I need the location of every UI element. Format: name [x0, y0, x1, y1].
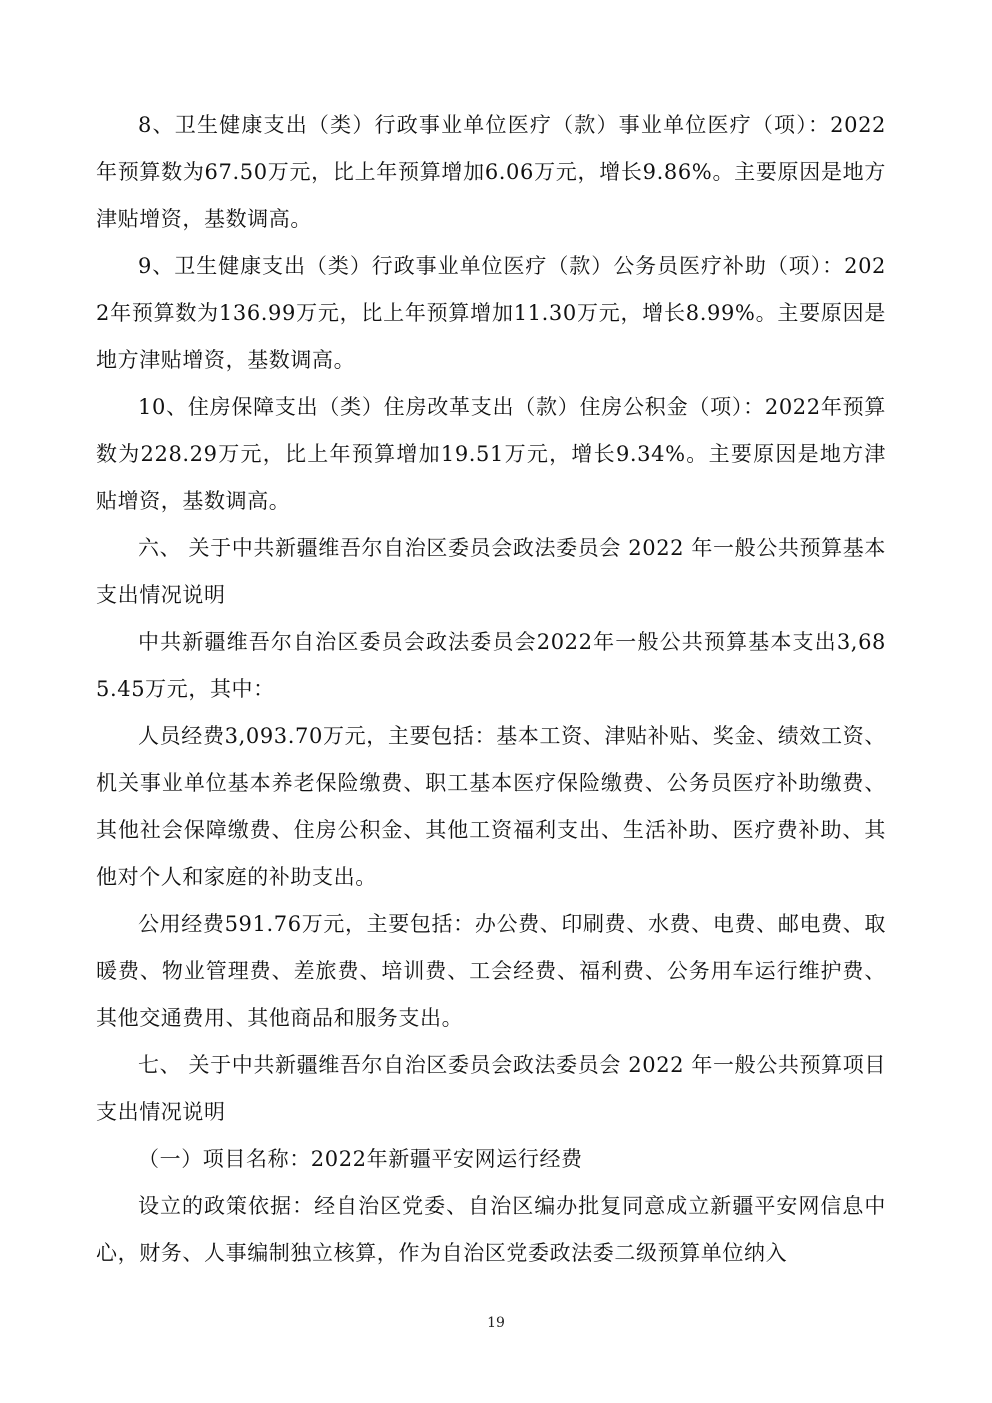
page-number: 19: [487, 1315, 505, 1331]
paragraph-basic-expenditure-total: 中共新疆维吾尔自治区委员会政法委员会2022年一般公共预算基本支出3,685.45万元，其中：: [96, 630, 886, 701]
paragraph-personnel-expenses: 人员经费3,093.70万元，主要包括：基本工资、津贴补贴、奖金、绩效工资、机关事业单位基本养老保险缴费、职工基本医疗保险缴费、公务员医疗补助缴费、其他社会保障缴费、住房公积金、其他工资福利支出、生活补助、医疗费补助、其他对个人和家庭的补助支出。: [96, 724, 886, 889]
paragraph-project-name: （一）项目名称：2022年新疆平安网运行经费: [138, 1147, 583, 1171]
paragraph-health-civil-servant-medical: 9、卫生健康支出（类）行政事业单位医疗（款）公务员医疗补助（项）：2022年预算数为136.99万元，比上年预算增加11.30万元，增长8.99%。主要原因是地方津贴增资，基数调高。: [96, 254, 886, 372]
document-body: [96, 102, 886, 1277]
section-heading-project-expenditure: 七、 关于中共新疆维吾尔自治区委员会政法委员会 2022 年一般公共预算项目支出情况说明: [96, 1053, 886, 1124]
paragraph-health-institution-medical: 8、卫生健康支出（类）行政事业单位医疗（款）事业单位医疗（项）：2022年预算数为67.50万元，比上年预算增加6.06万元，增长9.86%。主要原因是地方津贴增资，基数调高。: [96, 113, 886, 231]
paragraph-policy-basis: 设立的政策依据：经自治区党委、自治区编办批复同意成立新疆平安网信息中心，财务、人事编制独立核算，作为自治区党委政法委二级预算单位纳入: [96, 1194, 886, 1265]
paragraph-housing-provident-fund: 10、住房保障支出（类）住房改革支出（款）住房公积金（项）：2022年预算数为228.29万元，比上年预算增加19.51万元，增长9.34%。主要原因是地方津贴增资，基数调高。: [96, 395, 886, 513]
paragraph-public-expenses: 公用经费591.76万元，主要包括：办公费、印刷费、水费、电费、邮电费、取暖费、物业管理费、差旅费、培训费、工会经费、福利费、公务用车运行维护费、其他交通费用、其他商品和服务支出。: [96, 912, 886, 1030]
section-heading-basic-expenditure: 六、 关于中共新疆维吾尔自治区委员会政法委员会 2022 年一般公共预算基本支出情况说明: [96, 536, 886, 607]
